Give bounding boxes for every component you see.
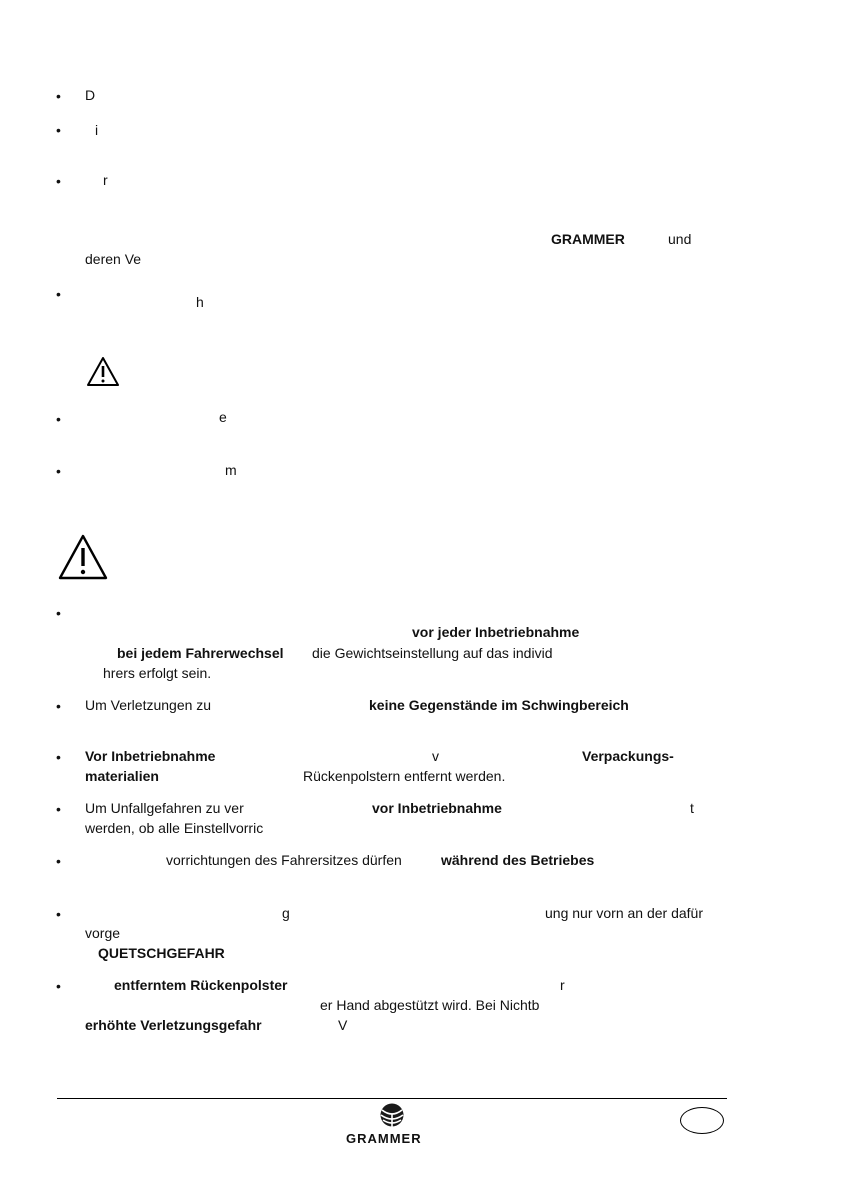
text-fragment: GRAMMER [551, 231, 625, 247]
text-fragment: r [103, 172, 108, 188]
text-fragment: QUETSCHGEFAHR [98, 945, 225, 961]
bullet-marker: • [56, 978, 61, 994]
text-fragment: Rückenpolstern entfernt werden. [303, 768, 506, 784]
warning-icon [57, 533, 109, 582]
text-fragment: vor Inbetriebnahme [372, 800, 502, 816]
bullet-marker: • [56, 853, 61, 869]
text-fragment: i [95, 122, 99, 138]
footer-brand: GRAMMER [346, 1131, 422, 1146]
text-fragment: und [668, 231, 692, 247]
bullet-marker: • [56, 173, 61, 189]
text-fragment: h [196, 294, 204, 310]
text-fragment: erhöhte Verletzungsgefahr [85, 1017, 262, 1033]
text-fragment: Vor Inbetriebnahme [85, 748, 216, 764]
text-fragment: deren Ve [85, 251, 142, 267]
text-fragment: t [690, 800, 694, 816]
text-fragment: m [225, 462, 237, 478]
text-fragment: e [219, 409, 227, 425]
text-fragment: materialien [85, 768, 159, 784]
text-fragment: die Gewichtseinstellung auf das individ [312, 645, 553, 661]
text-fragment: keine Gegenstände im Schwingbereich [369, 697, 629, 713]
text-fragment: ung nur vorn an der dafür [545, 905, 703, 921]
bullet-marker: • [56, 411, 61, 427]
bullet-marker: • [56, 122, 61, 138]
language-oval [680, 1107, 724, 1134]
bullet-marker: • [56, 801, 61, 817]
text-fragment: g [282, 905, 290, 921]
text-fragment: werden, ob alle Einstellvorric [85, 820, 264, 836]
text-fragment: Verpackungs- [582, 748, 674, 764]
footer-divider [57, 1098, 727, 1099]
text-fragment: Um Unfallgefahren zu ver [85, 800, 244, 816]
text-fragment: er Hand abgestützt wird. Bei Nichtb [320, 997, 540, 1013]
bullet-marker: • [56, 88, 61, 104]
bullet-marker: • [56, 286, 61, 302]
warning-icon [86, 356, 120, 388]
text-fragment: vor jeder Inbetriebnahme [412, 624, 580, 640]
bullet-marker: • [56, 605, 61, 621]
text-fragment: vorrichtungen des Fahrersitzes dürfen [166, 852, 402, 868]
text-fragment: entferntem Rückenpolster [114, 977, 288, 993]
text-fragment: Um Verletzungen zu [85, 697, 212, 713]
text-fragment: während des Betriebes [441, 852, 595, 868]
bullet-marker: • [56, 906, 61, 922]
text-fragment: hrers erfolgt sein. [103, 665, 212, 681]
bullet-marker: • [56, 698, 61, 714]
text-fragment: vorge [85, 925, 121, 941]
bullet-marker: • [56, 749, 61, 765]
text-fragment: D [85, 87, 96, 103]
text-fragment: r [560, 977, 565, 993]
bullet-marker: • [56, 463, 61, 479]
text-fragment: bei jedem Fahrerwechsel [117, 645, 284, 661]
text-fragment: V [338, 1017, 348, 1033]
text-fragment: v [432, 748, 439, 764]
